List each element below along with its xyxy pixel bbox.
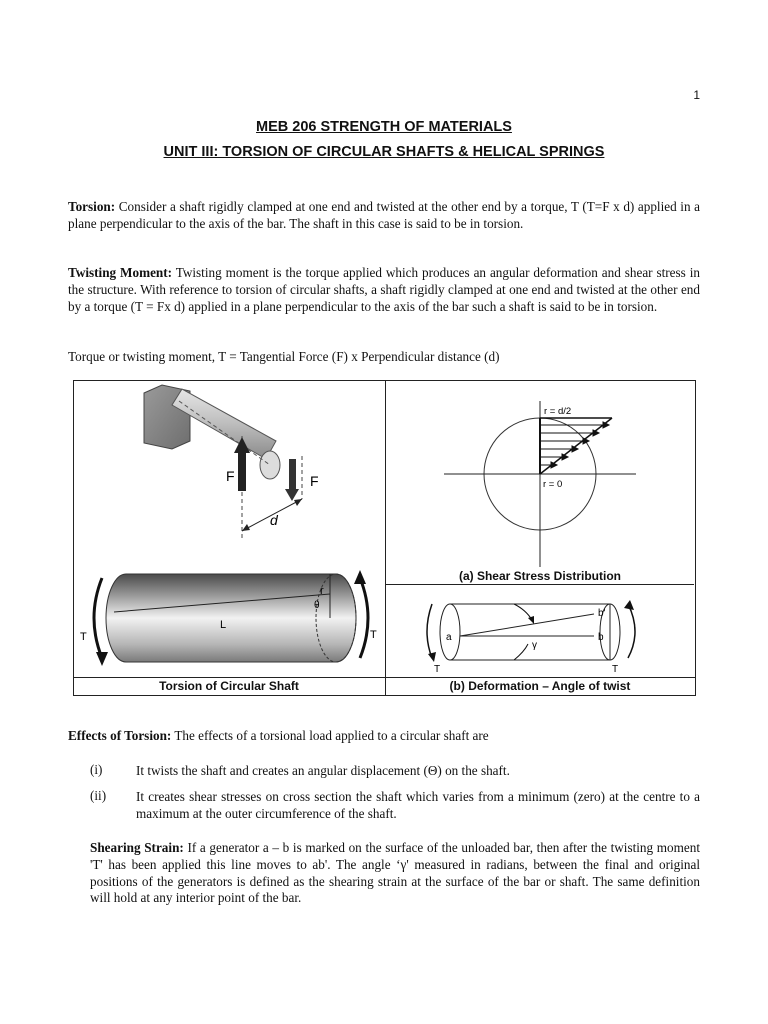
torsion-cylinder-diagram [74, 566, 384, 676]
effect-item-text: It twists the shaft and creates an angular displacement (Θ) on the shaft. [136, 763, 510, 778]
effect-item-number: (i) [90, 762, 103, 777]
radius-label: r [320, 585, 324, 597]
torsion-label: Torsion: [68, 199, 116, 214]
caption-row-rule [73, 677, 695, 678]
theta-label: θ [314, 600, 320, 611]
effect-item-text: It creates shear stresses on cross section the shaft which varies from a minimum (zero) at the centre to a maximum at the outer circumference of the shaft. [136, 789, 700, 821]
torque-arrow-right [360, 578, 368, 658]
shear-stress-diagram [386, 381, 694, 567]
torque-label-left: T [80, 631, 87, 643]
twisting-text: Twisting moment is the torque applied which produces an angular deformation and shear stress in the structure. With reference to torsion of circular shafts, a shaft rigidly clamped at one end and twisted at the other end by a torque (T = Fx d) applied in a plane perpendicular to the axis of the bar such a shaft is said to be in torsion. [68, 265, 700, 314]
twist-torque-right: T [612, 664, 619, 675]
torque-label-right: T [370, 629, 377, 641]
twisting-paragraph [68, 265, 700, 315]
torsion-paragraph [68, 199, 700, 233]
twisting-label: Twisting Moment: [68, 265, 173, 280]
force-arrow-down [285, 489, 299, 501]
shearing-strain-paragraph [90, 840, 700, 907]
caption-shear-stress: (a) Shear Stress Distribution [458, 569, 622, 583]
course-title: MEB 206 STRENGTH OF MATERIALS [256, 119, 512, 135]
shearing-text: If a generator a – b is marked on the surface of the unloaded bar, then after the twisting moment 'T' has been applied this line moves to ab'. The angle ‘γ' measured in radians, between the final and original positions of the generators is defined as the shearing strain at the surface of the bar or shaft. The same definition will hold at any interior point of the bar. [90, 840, 701, 906]
torque-definition: Torque or twisting moment, T = Tangential Force (F) x Perpendicular distance (d) [68, 349, 500, 364]
shearing-label: Shearing Strain: [90, 840, 184, 855]
effects-text: The effects of a torsional load applied to a circular shaft are [171, 728, 489, 743]
effects-label: Effects of Torsion: [68, 728, 172, 743]
point-a-label: a [446, 632, 452, 643]
r-zero-label: r = 0 [543, 479, 563, 490]
caption-angle-of-twist: (b) Deformation – Angle of twist [449, 679, 631, 693]
force-label-right: F [310, 473, 319, 489]
gamma-label: γ [532, 640, 537, 651]
distance-label: d [270, 512, 278, 528]
angle-of-twist-diagram [386, 586, 694, 678]
point-bprime-label: b' [598, 608, 606, 619]
unit-title: UNIT III: TORSION OF CIRCULAR SHAFTS & HELICAL SPRINGS [163, 144, 605, 160]
length-label: L [220, 619, 227, 631]
page-number: 1 [693, 88, 700, 102]
force-label-left: F [226, 468, 235, 484]
effect-item-number: (ii) [90, 788, 107, 803]
twist-torque-left: T [434, 664, 441, 675]
point-b-label: b [598, 632, 604, 643]
cylinder-body [106, 574, 356, 662]
torque-arrow-left [94, 578, 102, 658]
caption-a-rule [386, 584, 694, 585]
clamped-shaft-diagram [74, 381, 384, 567]
r-top-label: r = d/2 [544, 406, 572, 417]
caption-torsion-shaft: Torsion of Circular Shaft [159, 679, 299, 693]
torsion-text: Consider a shaft rigidly clamped at one end and twisted at the other end by a torque, T (T=F x d) applied in a plane perpendicular to the axis of the bar. The shaft in this case is said to be in torsion. [68, 199, 700, 231]
effects-paragraph [68, 728, 700, 745]
